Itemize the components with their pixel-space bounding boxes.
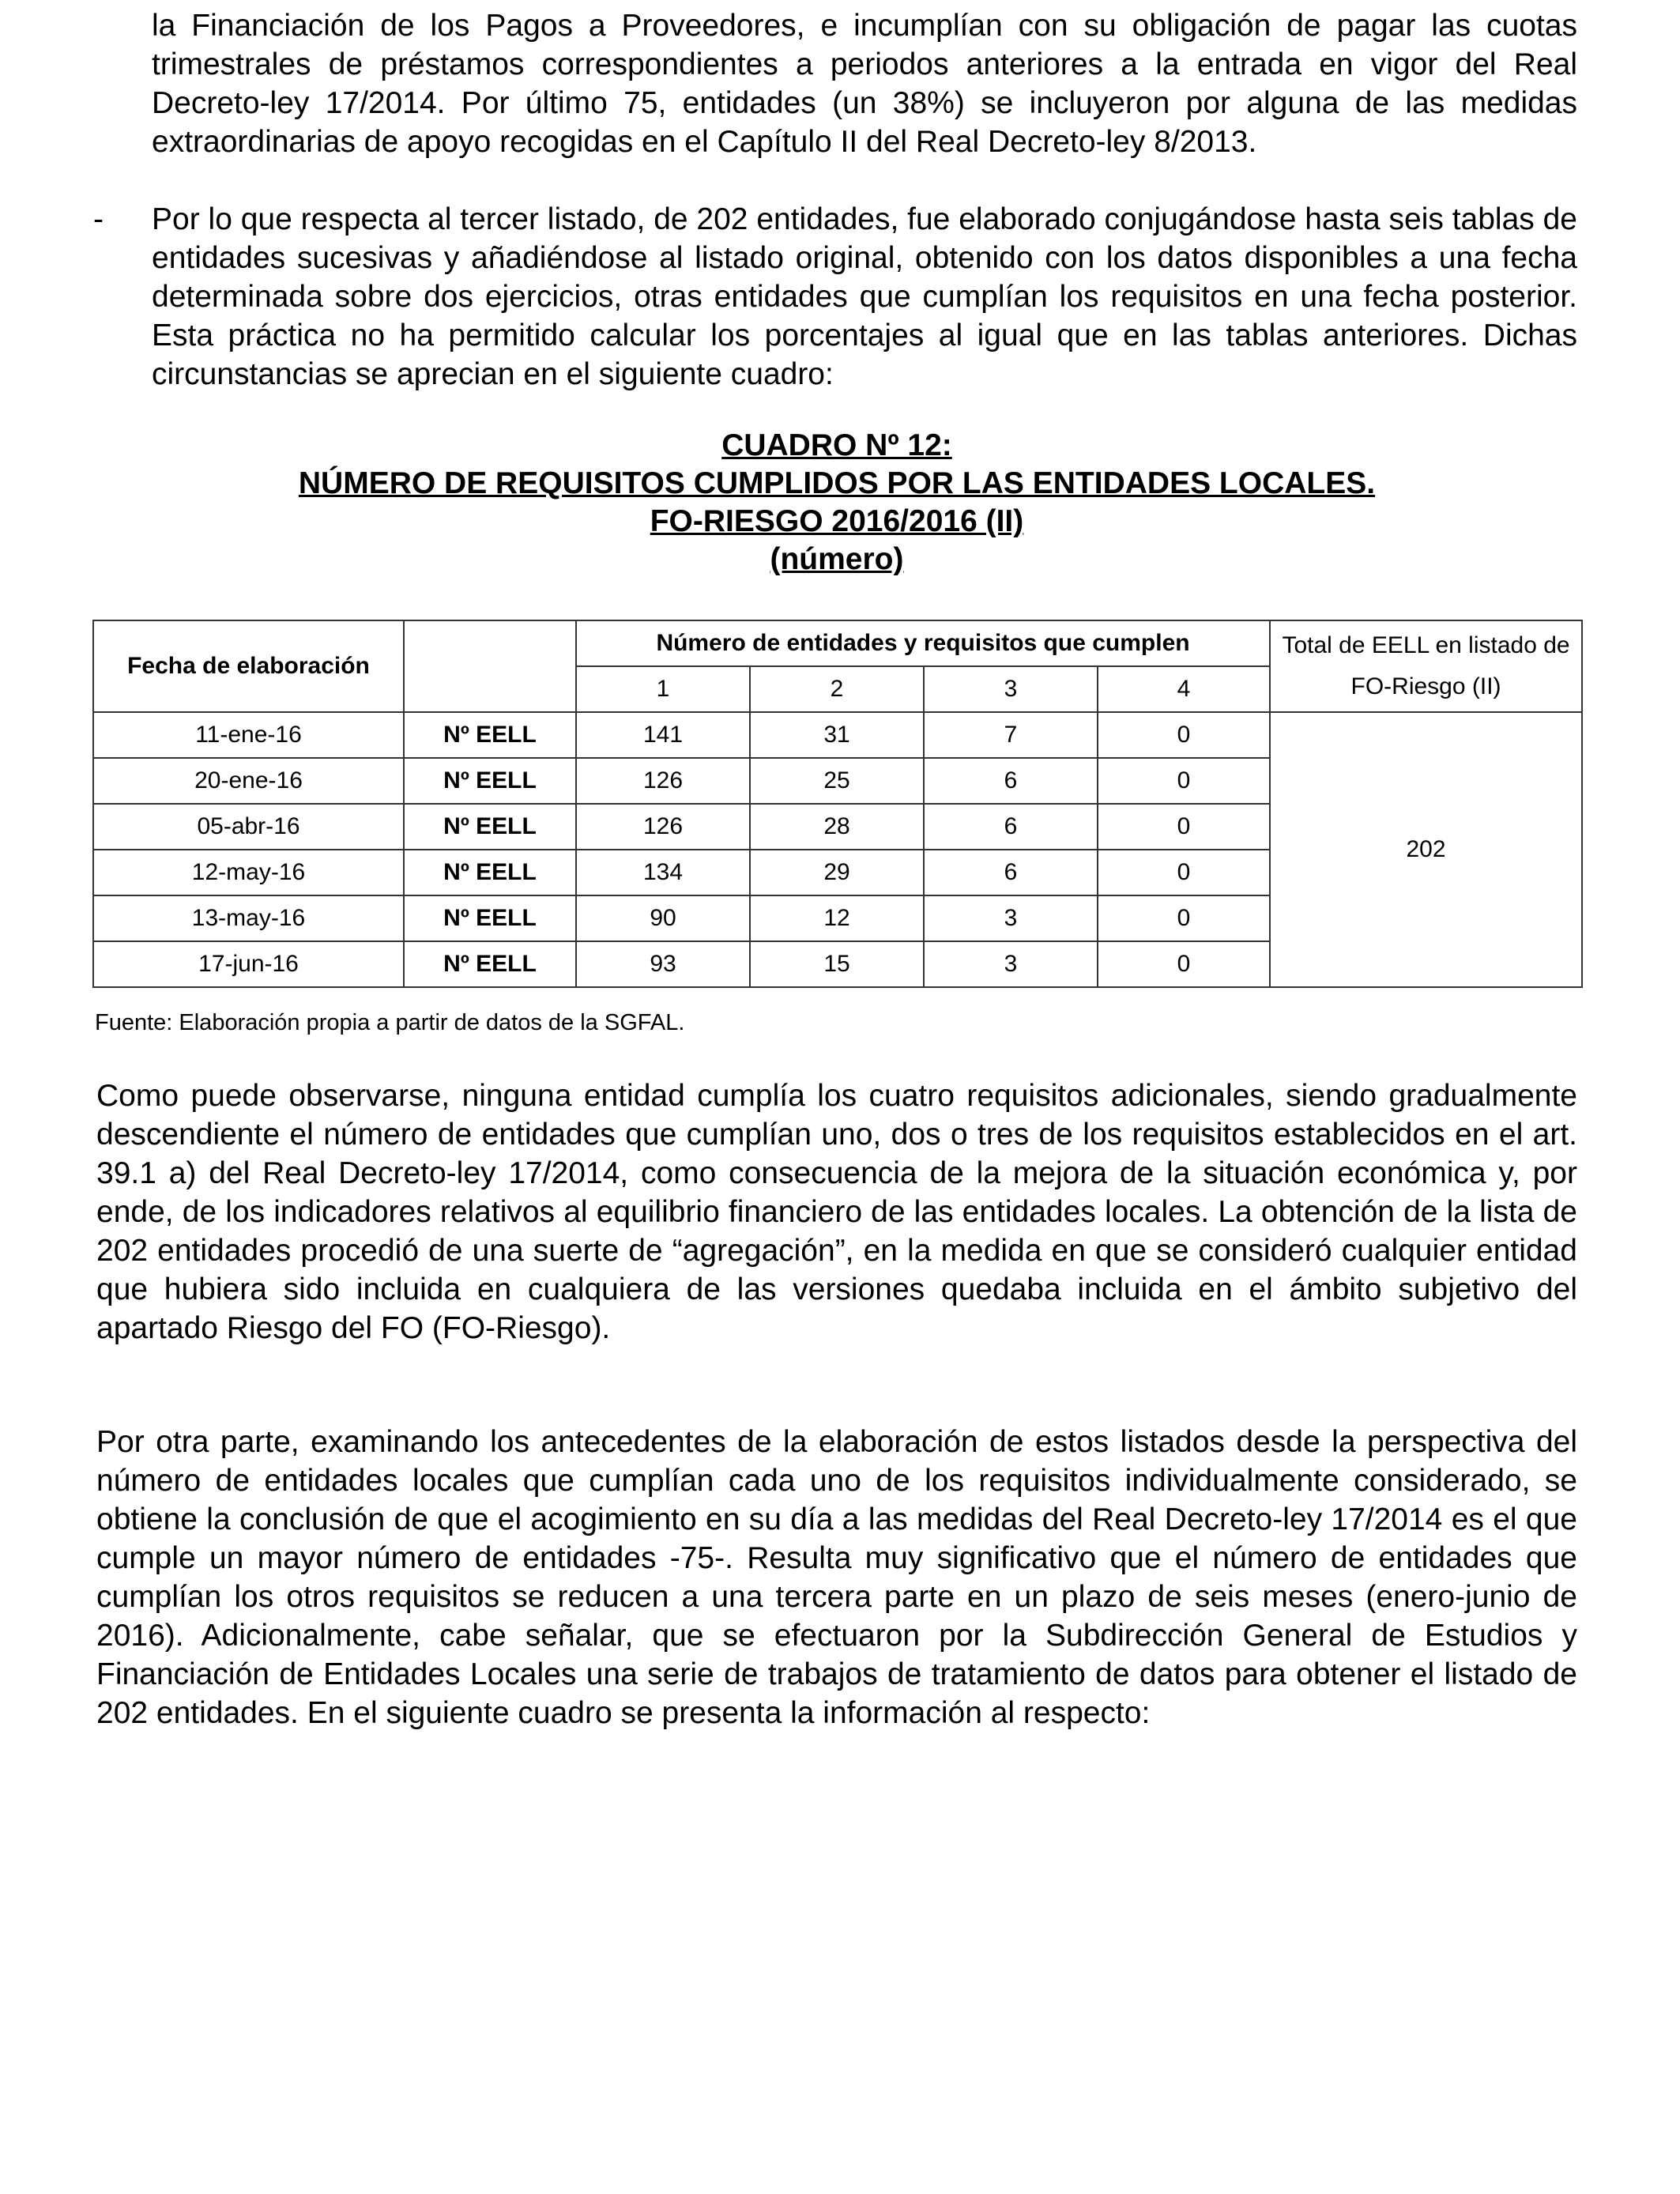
row-label: Nº EELL <box>404 895 576 941</box>
bullet-paragraph: Por lo que respecta al tercer listado, de 202 entidades, fue elaborado conjugándose hasta seis tablas de entidades sucesivas y añadiéndose al listado original, obtenido con los datos disponibles a una fecha determinada sobre dos ejercicios, otras entidades que cumplían los requisitos en una fecha posterior. Esta práctica no ha permitido calcular los porcentajes al igual que en las tablas anteriores. Dichas circunstancias se aprecian en el siguiente cuadro: <box>152 202 1577 391</box>
caption-line-4: (número) <box>770 542 904 576</box>
row-value-1: 126 <box>576 804 750 850</box>
row-date: 13-may-16 <box>93 895 404 941</box>
row-value-1: 141 <box>576 712 750 758</box>
header-group: Número de entidades y requisitos que cumplen <box>576 620 1270 666</box>
row-date: 12-may-16 <box>93 850 404 895</box>
row-value-4: 0 <box>1098 895 1270 941</box>
row-label: Nº EELL <box>404 804 576 850</box>
row-value-3: 6 <box>924 758 1098 804</box>
header-req-1: 1 <box>576 666 750 712</box>
header-fecha: Fecha de elaboración <box>93 620 404 712</box>
requirements-table <box>92 620 1583 988</box>
total-cell: 202 <box>1270 712 1582 987</box>
row-label: Nº EELL <box>404 712 576 758</box>
table-header-row-1 <box>93 620 1582 666</box>
row-label: Nº EELL <box>404 941 576 987</box>
row-value-1: 126 <box>576 758 750 804</box>
row-date: 17-jun-16 <box>93 941 404 987</box>
caption-line-3: FO-RIESGO 2016/2016 (II) <box>650 504 1024 538</box>
row-value-3: 6 <box>924 850 1098 895</box>
row-value-3: 7 <box>924 712 1098 758</box>
row-value-4: 0 <box>1098 850 1270 895</box>
table-row <box>93 712 1582 758</box>
row-date: 05-abr-16 <box>93 804 404 850</box>
row-value-4: 0 <box>1098 804 1270 850</box>
row-label: Nº EELL <box>404 850 576 895</box>
table-source-note: Fuente: Elaboración propia a partir de datos de la SGFAL. <box>95 1010 685 1035</box>
row-date: 11-ene-16 <box>93 712 404 758</box>
row-value-2: 28 <box>750 804 924 850</box>
row-value-1: 90 <box>576 895 750 941</box>
row-value-1: 93 <box>576 941 750 987</box>
row-date: 20-ene-16 <box>93 758 404 804</box>
row-value-2: 31 <box>750 712 924 758</box>
row-value-3: 6 <box>924 804 1098 850</box>
body-paragraph-3: Por otra parte, examinando los antecedentes de la elaboración de estos listados desde la perspectiva del número de entidades locales que cumplían cada uno de los requisitos individualmente considerado, se obtiene la conclusión de que el acogimiento en su día a las medidas del Real Decreto-ley 17/2014 es el que cumple un mayor número de entidades -75-. Resulta muy significativo que el número de entidades que cumplían los otros requisitos se reducen a una tercera parte en un plazo de seis meses (enero-junio de 2016). Adicionalmente, cabe señalar, que se efectuaron por la Subdirección General de Estudios y Financiación de Entidades Locales una serie de trabajos de tratamiento de datos para obtener el listado de 202 entidades. En el siguiente cuadro se presenta la información al respecto: <box>96 1425 1577 1730</box>
row-value-3: 3 <box>924 895 1098 941</box>
body-paragraph-2: Como puede observarse, ninguna entidad cumplía los cuatro requisitos adicionales, siendo gradualmente descendiente el número de entidades que cumplían uno, dos o tres de los requisitos establecidos en el art. 39.1 a) del Real Decreto-ley 17/2014, como consecuencia de la mejora de la situación económica y, por ende, de los indicadores relativos al equilibrio financiero de las entidades locales. La obtención de la lista de 202 entidades procedió de una suerte de “agregación”, en la medida en que se consideró cualquier entidad que hubiera sido incluida en cualquiera de las versiones quedaba incluida en el ámbito subjetivo del apartado Riesgo del FO (FO-Riesgo). <box>96 1079 1577 1345</box>
row-value-2: 15 <box>750 941 924 987</box>
table-caption <box>96 427 1577 579</box>
row-value-1: 134 <box>576 850 750 895</box>
header-req-2: 2 <box>750 666 924 712</box>
header-blank <box>404 620 576 712</box>
row-value-2: 25 <box>750 758 924 804</box>
row-value-4: 0 <box>1098 712 1270 758</box>
caption-line-1: CUADRO Nº 12: <box>721 428 952 462</box>
row-value-2: 29 <box>750 850 924 895</box>
bullet-marker: - <box>93 202 104 236</box>
row-value-3: 3 <box>924 941 1098 987</box>
row-value-4: 0 <box>1098 758 1270 804</box>
caption-line-2: NÚMERO DE REQUISITOS CUMPLIDOS POR LAS ENTIDADES LOCALES. <box>298 466 1376 500</box>
row-label: Nº EELL <box>404 758 576 804</box>
header-req-4: 4 <box>1098 666 1270 712</box>
row-value-4: 0 <box>1098 941 1270 987</box>
header-total: Total de EELL en listado de FO-Riesgo (II) <box>1270 620 1582 712</box>
intro-paragraph: la Financiación de los Pagos a Proveedores, e incumplían con su obligación de pagar las cuotas trimestrales de préstamos correspondientes a periodos anteriores a la entrada en vigor del Real Decreto-ley 17/2014. Por último 75, entidades (un 38%) se incluyeron por alguna de las medidas extraordinarias de apoyo recogidas en el Capítulo II del Real Decreto-ley 8/2013. <box>152 9 1577 159</box>
row-value-2: 12 <box>750 895 924 941</box>
header-req-3: 3 <box>924 666 1098 712</box>
